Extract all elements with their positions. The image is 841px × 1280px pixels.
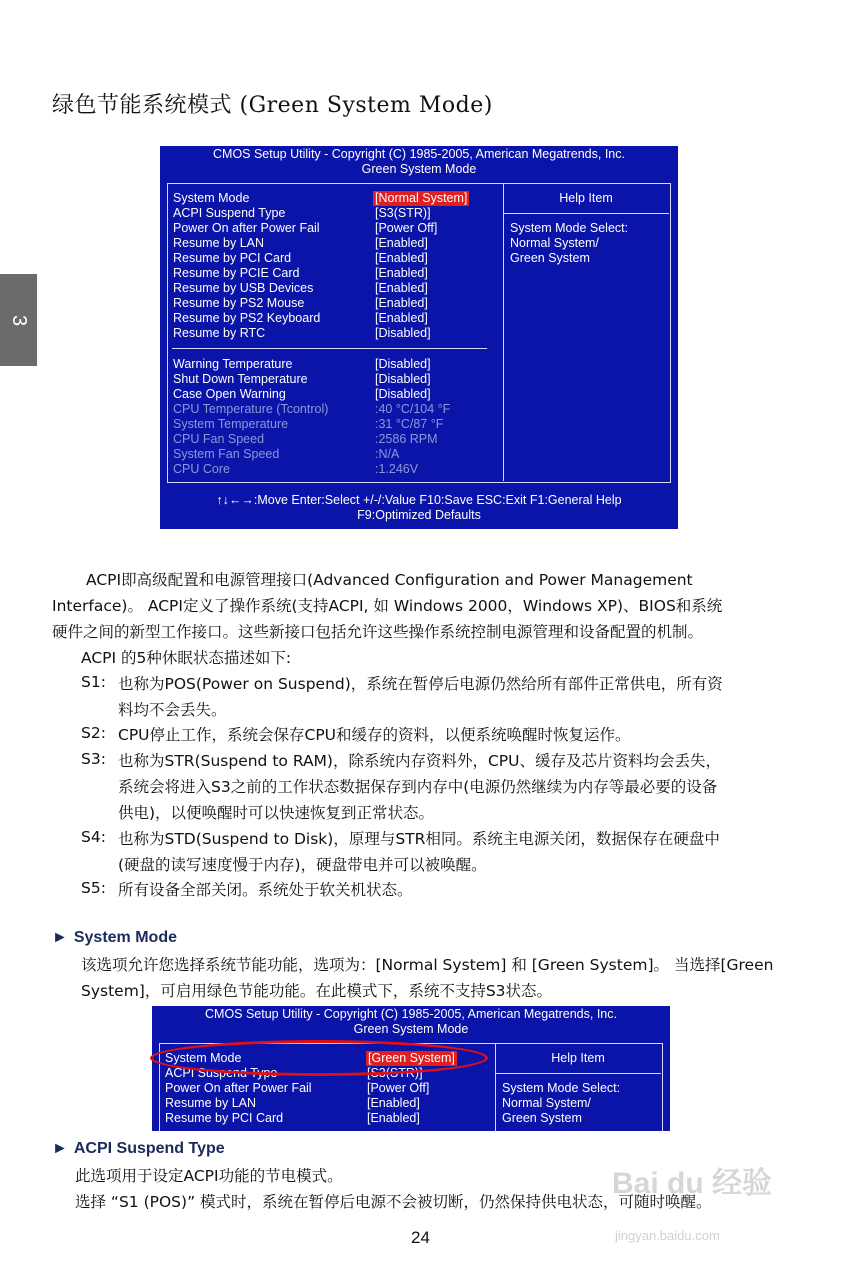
bios-header-title: Green System Mode — [361, 162, 477, 176]
setting-value[interactable]: [Disabled] — [375, 326, 431, 340]
bios-key-help-defaults: F9:Optimized Defaults — [357, 508, 481, 522]
help-line: System Mode Select: — [510, 221, 629, 235]
watermark-url: jingyan.baidu.com — [615, 1228, 720, 1243]
page-title: 绿色节能系统模式 (Green System Mode) — [52, 93, 493, 118]
readout-label: CPU Core — [173, 462, 230, 476]
readout-label: CPU Fan Speed — [173, 432, 265, 446]
help-line: Green System — [510, 251, 590, 265]
setting-label: ACPI Suspend Type — [173, 206, 286, 220]
readout-value: :1.246V — [375, 462, 419, 476]
bios-header — [152, 1006, 670, 1037]
setting-value[interactable]: [S3(STR)] — [367, 1066, 423, 1080]
bios-header-copyright: CMOS Setup Utility - Copyright (C) 1985-2005, American Megatrends, Inc. — [205, 1007, 617, 1021]
readout-label: CPU Temperature (Tcontrol) — [173, 402, 329, 416]
setting-label: Resume by LAN — [173, 236, 265, 250]
setting-label: ACPI Suspend Type — [165, 1066, 278, 1080]
help-line: Normal System/ — [510, 236, 599, 250]
acpi-paragraph-line: Interface)。 ACPI定义了操作系统(支持ACPI, 如 Windows 2000，Windows XP)、BIOS和系统 — [52, 597, 723, 615]
setting-value[interactable]: [Disabled] — [375, 357, 431, 371]
section-heading-acpi-suspend — [52, 1140, 225, 1158]
readout-label: System Temperature — [173, 417, 289, 431]
state-description: 料均不会丢失。 — [118, 701, 227, 719]
chapter-number: 3 — [8, 314, 30, 326]
system-mode-description: System]，可启用绿色节能功能。在此模式下，系统不支持S3状态。 — [81, 982, 553, 1000]
setting-label: Power On after Power Fail — [165, 1081, 312, 1095]
setting-value[interactable]: [Enabled] — [375, 251, 428, 265]
page-number: 24 — [411, 1228, 430, 1247]
state-key: S4: — [81, 828, 106, 846]
setting-value[interactable]: [Enabled] — [375, 296, 428, 310]
setting-value[interactable]: [Power Off] — [367, 1081, 430, 1095]
state-description: 系统会将进入S3之前的工作状态数据保存到内存中(电源仍然继续为内存等最必要的设备 — [118, 778, 718, 796]
setting-label: Warning Temperature — [173, 357, 293, 371]
setting-value[interactable]: [Disabled] — [375, 372, 431, 386]
triangle-bullet-icon: ► — [52, 1140, 68, 1157]
setting-value[interactable]: [Enabled] — [375, 266, 428, 280]
state-key: S3: — [81, 750, 106, 768]
help-divider — [495, 1073, 661, 1074]
setting-value[interactable]: [Enabled] — [367, 1096, 420, 1110]
setting-label: Resume by PS2 Mouse — [173, 296, 305, 310]
state-key: S1: — [81, 673, 106, 691]
state-description: CPU停止工作，系统会保存CPU和缓存的资料，以便系统唤醒时恢复运作。 — [118, 726, 631, 744]
acpi-type-description: 此选项用于设定ACPI功能的节电模式。 — [75, 1167, 343, 1185]
help-line: Normal System/ — [502, 1096, 591, 1110]
setting-label: Power On after Power Fail — [173, 221, 320, 235]
setting-label: Resume by USB Devices — [173, 281, 314, 295]
state-description: 也称为STD(Suspend to Disk)，原理与STR相同。系统主电源关闭，数据保存在硬盘中 — [118, 830, 720, 848]
acpi-paragraph-line: 硬件之间的新型工作接口。这些新接口包括允许这些操作系统控制电源管理和设备配置的机制。 — [52, 623, 704, 641]
readout-label: System Fan Speed — [173, 447, 280, 461]
system-mode-description: 该选项允许您选择系统节能功能，选项为：[Normal System] 和 [Green System]。 当选择[Green — [81, 956, 774, 974]
setting-label: Resume by RTC — [173, 326, 266, 340]
chapter-tab — [0, 274, 37, 366]
section-heading-system-mode — [52, 929, 177, 947]
setting-value[interactable]: [Disabled] — [375, 387, 431, 401]
help-line: Green System — [502, 1111, 582, 1125]
setting-label: Case Open Warning — [173, 387, 286, 401]
bios-header — [160, 146, 678, 177]
state-description: 也称为STR(Suspend to RAM)，除系统内存资料外，CPU、缓存及芯片资料均会丢失， — [118, 752, 721, 770]
readout-value: :31 °C/87 °F — [375, 417, 444, 431]
state-description: (硬盘的读写速度慢于内存)，硬盘带电并可以被唤醒。 — [118, 856, 487, 874]
readout-value: :2586 RPM — [375, 432, 438, 446]
readout-value: :40 °C/104 °F — [375, 402, 451, 416]
state-key: S5: — [81, 879, 106, 897]
setting-label: Shut Down Temperature — [173, 372, 308, 386]
setting-value-selected[interactable]: [Green System] — [368, 1051, 455, 1065]
section-heading-text: ACPI Suspend Type — [73, 1140, 225, 1157]
bios-header-copyright: CMOS Setup Utility - Copyright (C) 1985-2005, American Megatrends, Inc. — [213, 147, 625, 161]
highlight-ellipse — [150, 1040, 488, 1076]
setting-label: Resume by PS2 Keyboard — [173, 311, 321, 325]
setting-value[interactable]: [Enabled] — [375, 311, 428, 325]
bios-header-title: Green System Mode — [353, 1022, 469, 1036]
setting-label: Resume by PCIE Card — [173, 266, 300, 280]
acpi-type-description: 选择 “S1 (POS)” 模式时，系统在暂停后电源不会被切断，仍然保持供电状态，可随时唤醒。 — [75, 1193, 712, 1211]
bios-divider — [503, 183, 504, 481]
setting-value[interactable]: [Enabled] — [375, 281, 428, 295]
setting-value[interactable]: [S3(STR)] — [375, 206, 431, 220]
state-description: 所有设备全部关闭。系统处于软关机状态。 — [118, 881, 413, 899]
state-description: 供电)，以便唤醒时可以快速恢复到正常状态。 — [118, 804, 435, 822]
setting-label: System Mode — [165, 1051, 242, 1065]
setting-value[interactable]: [Power Off] — [375, 221, 438, 235]
triangle-bullet-icon: ► — [52, 929, 68, 946]
help-divider — [503, 213, 669, 214]
watermark-logo: Bai du 经验 — [612, 1167, 773, 1200]
section-heading-text: System Mode — [73, 929, 177, 946]
setting-label: System Mode — [173, 191, 250, 205]
section-divider — [172, 348, 487, 349]
bios-key-help: ↑↓←→:Move Enter:Select +/-/:Value F10:Save ESC:Exit F1:General Help — [216, 493, 622, 507]
setting-value-selected[interactable]: [Normal System] — [375, 191, 468, 205]
acpi-states-intro: ACPI 的5种休眠状态描述如下: — [81, 649, 292, 667]
setting-label: Resume by LAN — [165, 1096, 257, 1110]
setting-value[interactable]: [Enabled] — [375, 236, 428, 250]
bios-screen-main — [160, 146, 678, 529]
setting-label: Resume by PCI Card — [165, 1111, 284, 1125]
help-item-title: Help Item — [551, 1051, 605, 1065]
state-key: S2: — [81, 724, 106, 742]
state-description: 也称为POS(Power on Suspend)，系统在暂停后电源仍然给所有部件正常供电，所有资 — [118, 675, 723, 693]
setting-value[interactable]: [Enabled] — [367, 1111, 420, 1125]
help-item-title: Help Item — [559, 191, 613, 205]
readout-value: :N/A — [375, 447, 400, 461]
help-line: System Mode Select: — [502, 1081, 621, 1095]
acpi-paragraph-line: ACPI即高级配置和电源管理接口(Advanced Configuration and Power Management — [86, 571, 693, 589]
setting-label: Resume by PCI Card — [173, 251, 292, 265]
